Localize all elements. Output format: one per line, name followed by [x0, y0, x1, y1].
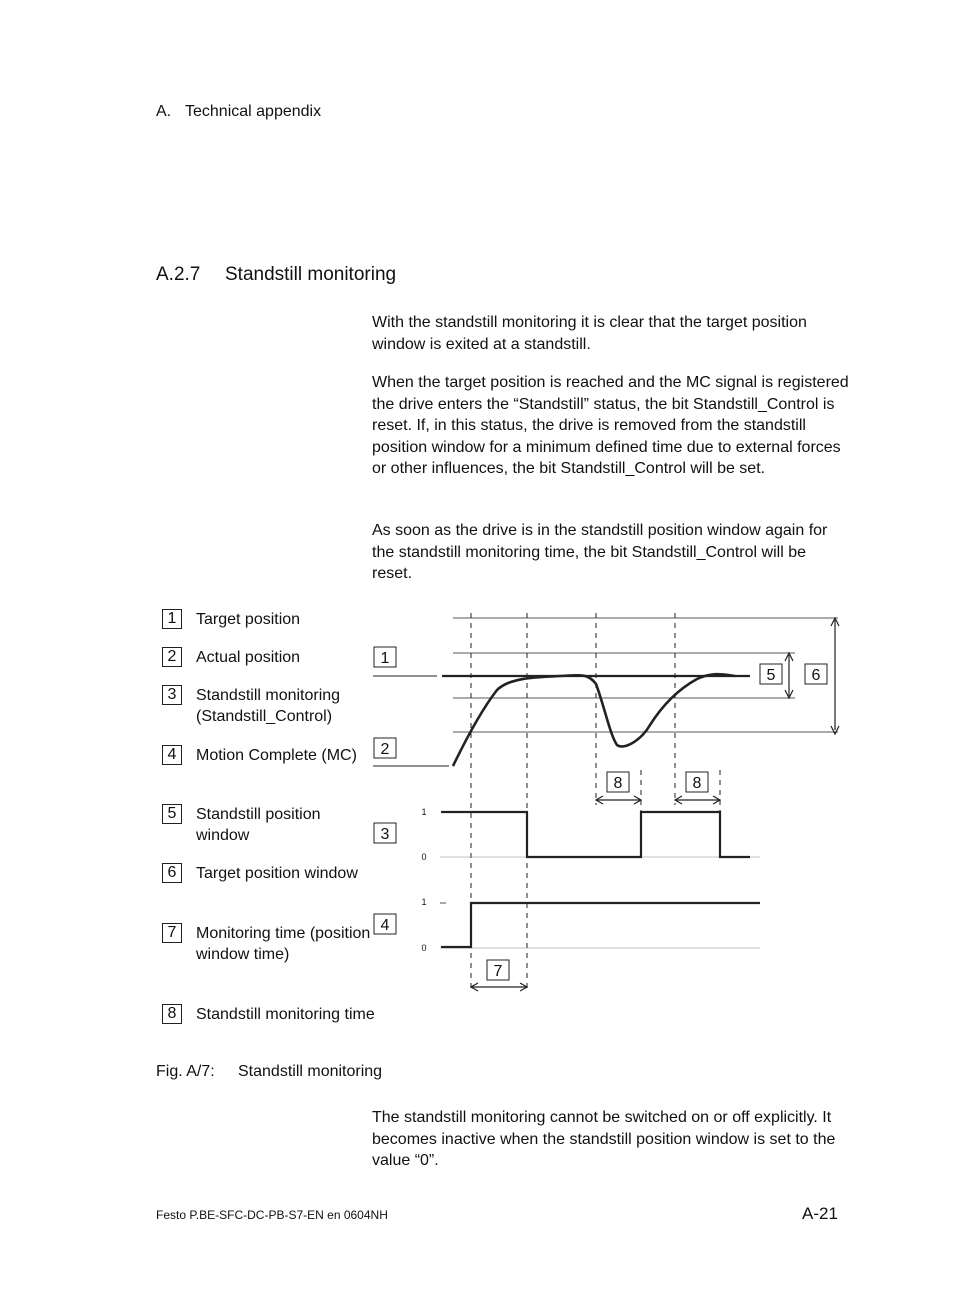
- section-number: A.2.7: [156, 264, 201, 285]
- diagram-label: 3: [380, 826, 390, 843]
- legend-number: 4: [162, 745, 182, 765]
- diagram-label: 2: [380, 741, 390, 758]
- header-section-title: Technical appendix: [185, 103, 322, 120]
- actual-position-curve: [453, 674, 735, 766]
- legend-label: Standstill monitoring (Standstill_Control): [196, 687, 341, 725]
- footer-page-number: A-21: [802, 1204, 838, 1223]
- level-label: 0: [421, 852, 427, 862]
- header-section-number: A.: [156, 103, 172, 120]
- legend-number: 5: [162, 804, 182, 824]
- diagram-label: 8: [692, 775, 702, 792]
- legend-label: Motion Complete (MC): [196, 747, 357, 764]
- figure-title: Standstill monitoring: [238, 1063, 383, 1080]
- standstill-control-signal: [441, 812, 750, 857]
- paragraph-intro: With the standstill monitoring it is clear that the target position window is exited at a standstill.: [372, 314, 807, 353]
- diagram-label: 5: [766, 667, 776, 684]
- level-label: 0: [421, 943, 427, 953]
- paragraph-closing: The standstill monitoring cannot be switched on or off explicitly. It becomes inactive when the standstill position window is set to the value “0”.: [372, 1109, 836, 1170]
- legend-number: 6: [162, 863, 182, 883]
- level-label: 1: [421, 807, 427, 817]
- section-title: Standstill monitoring: [225, 264, 397, 285]
- legend-label: Actual position: [196, 649, 301, 666]
- level-label: 1: [421, 897, 427, 907]
- legend-number: 1: [162, 609, 182, 629]
- legend-label: Monitoring time (position window time): [196, 925, 371, 963]
- paragraph-standstill-status: When the target position is reached and the MC signal is registered the drive enters the “Standstill” status, the bit Standstill_Control is reset. If, in this status, the drive is removed from the standstill position window for a minimum defined time due to external forces or other influences, the bit Standstill_Control will be set.: [372, 374, 849, 478]
- legend-number: 3: [162, 685, 182, 705]
- legend-number: 8: [162, 1004, 182, 1024]
- figure-caption: [156, 1063, 382, 1081]
- legend-number: 7: [162, 923, 182, 943]
- footer-document-id: Festo P.BE-SFC-DC-PB-S7-EN en 0604NH: [156, 1208, 388, 1222]
- diagram-label: 4: [380, 917, 390, 934]
- legend-label: Target position window: [196, 865, 358, 882]
- diagram-label: 8: [613, 775, 623, 792]
- legend-label: Standstill position window: [196, 806, 321, 844]
- legend-label: Standstill monitoring time: [196, 1006, 375, 1023]
- legend-number: 2: [162, 647, 182, 667]
- figure-label: Fig. A/7:: [156, 1063, 215, 1080]
- diagram-label: 1: [380, 650, 390, 667]
- motion-complete-signal: [441, 903, 760, 947]
- diagram-label: 7: [493, 963, 503, 980]
- paragraph-reset: As soon as the drive is in the standstill position window again for the standstill monitoring time, the bit Standstill_Control will be reset.: [372, 522, 828, 583]
- diagram-label: 6: [811, 667, 821, 684]
- legend-label: Target position: [196, 611, 301, 628]
